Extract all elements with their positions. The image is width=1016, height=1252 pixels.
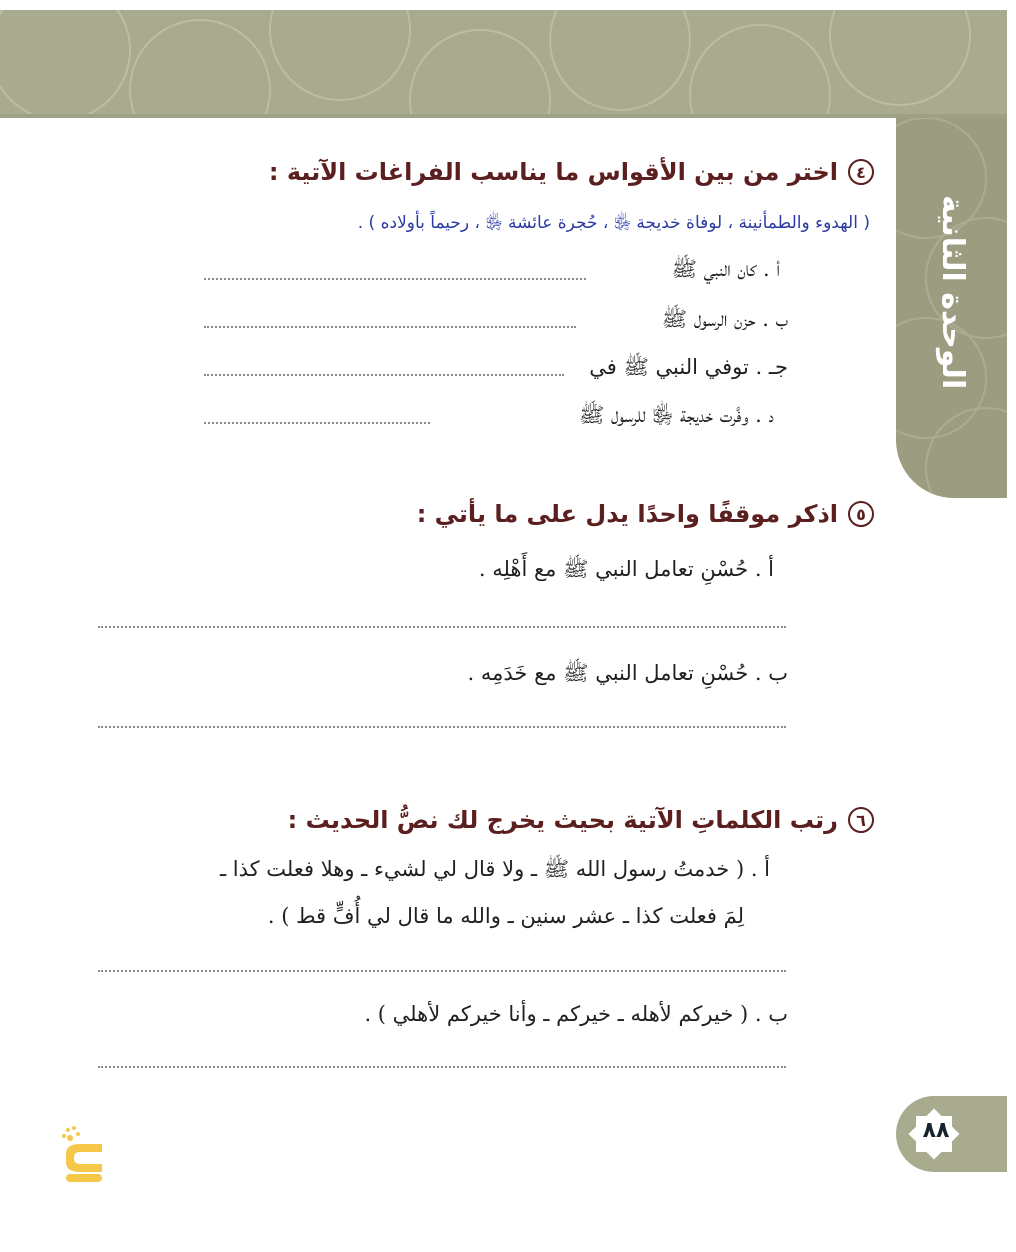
q5-item-a bbox=[479, 556, 774, 587]
q6-item-b-answer-line[interactable] bbox=[98, 1066, 786, 1068]
question-5-title: اذكر موقفًا واحدًا يدل على ما يأتي : bbox=[416, 500, 838, 528]
q6-item-a-answer-line[interactable] bbox=[98, 970, 786, 972]
q4-item-b bbox=[662, 306, 788, 337]
unit-side-tab bbox=[896, 118, 1007, 498]
q4-item-a-text: أ . كان النبي ﷺ bbox=[671, 257, 780, 281]
question-4-options: ( الهدوء والطمأنينة ، لوفاة خديجة ﵂ ، حُجرة عائشة ﵂ ، رحيماً بأولاده ) . bbox=[357, 213, 870, 233]
page-number: ٨٨ bbox=[922, 1118, 950, 1143]
q4-item-b-text: ب . حزن الرسول ﷺ bbox=[661, 307, 788, 331]
q4-item-b-blank[interactable] bbox=[204, 326, 576, 328]
q4-item-a bbox=[672, 256, 780, 287]
q5-item-b-answer-line[interactable] bbox=[98, 726, 786, 728]
q6-item-b bbox=[364, 1002, 788, 1026]
q5-item-b bbox=[468, 660, 788, 691]
header-band bbox=[0, 10, 1007, 118]
question-number-badge: ٦ bbox=[848, 807, 874, 833]
question-number-badge: ٤ bbox=[848, 159, 874, 185]
publisher-logo-icon bbox=[58, 1124, 108, 1186]
q4-item-d-text: د . وفَّرت خديجة ﵂ للرسول ﷺ bbox=[578, 403, 774, 427]
q6-item-a-line2 bbox=[268, 904, 744, 928]
q4-item-d-blank[interactable] bbox=[204, 422, 430, 424]
page-number-badge bbox=[896, 1096, 1007, 1172]
q4-item-c-text: جـ . توفي النبي ﷺ في bbox=[589, 355, 788, 379]
question-4-title: اختر من بين الأقواس ما يناسب الفراغات الآتية : bbox=[268, 158, 838, 186]
q5-item-b-text: ب . حُسْنِ تعامل النبي ﷺ مع خَدَمِه . bbox=[467, 661, 788, 685]
q5-item-a-text: أ . حُسْنِ تعامل النبي ﷺ مع أَهْلِه . bbox=[478, 557, 774, 581]
q4-item-c bbox=[589, 354, 788, 385]
question-6-heading bbox=[288, 806, 874, 834]
question-6-title: رتب الكلماتِ الآتية بحيث يخرج لك نصُّ الحديث : bbox=[287, 806, 838, 834]
q4-item-c-blank[interactable] bbox=[204, 374, 564, 376]
question-5-heading bbox=[417, 500, 874, 528]
q4-item-a-blank[interactable] bbox=[204, 278, 586, 280]
unit-title: الوحدة الثانية bbox=[935, 194, 970, 390]
question-4-heading bbox=[269, 158, 874, 186]
q6-item-a-line1-text: أ . ( خدمتُ رسول الله ﷺ ـ ولا قال لي لشيء ـ وهلا فعلت كذا ـ bbox=[219, 857, 770, 881]
q4-item-d bbox=[579, 402, 774, 433]
q6-item-b-text: ب . ( خيركم لأهله ـ خيركم ـ وأنا خيركم لأهلي ) . bbox=[364, 1002, 788, 1026]
arabesque-pattern bbox=[0, 10, 1007, 118]
q6-item-a-line1 bbox=[220, 856, 770, 887]
q6-item-a-line2-text: لِمَ فعلت كذا ـ عشر سنين ـ والله ما قال لي أُفٍّ قط ) . bbox=[267, 904, 744, 928]
q5-item-a-answer-line[interactable] bbox=[98, 626, 786, 628]
question-number-badge: ٥ bbox=[848, 501, 874, 527]
